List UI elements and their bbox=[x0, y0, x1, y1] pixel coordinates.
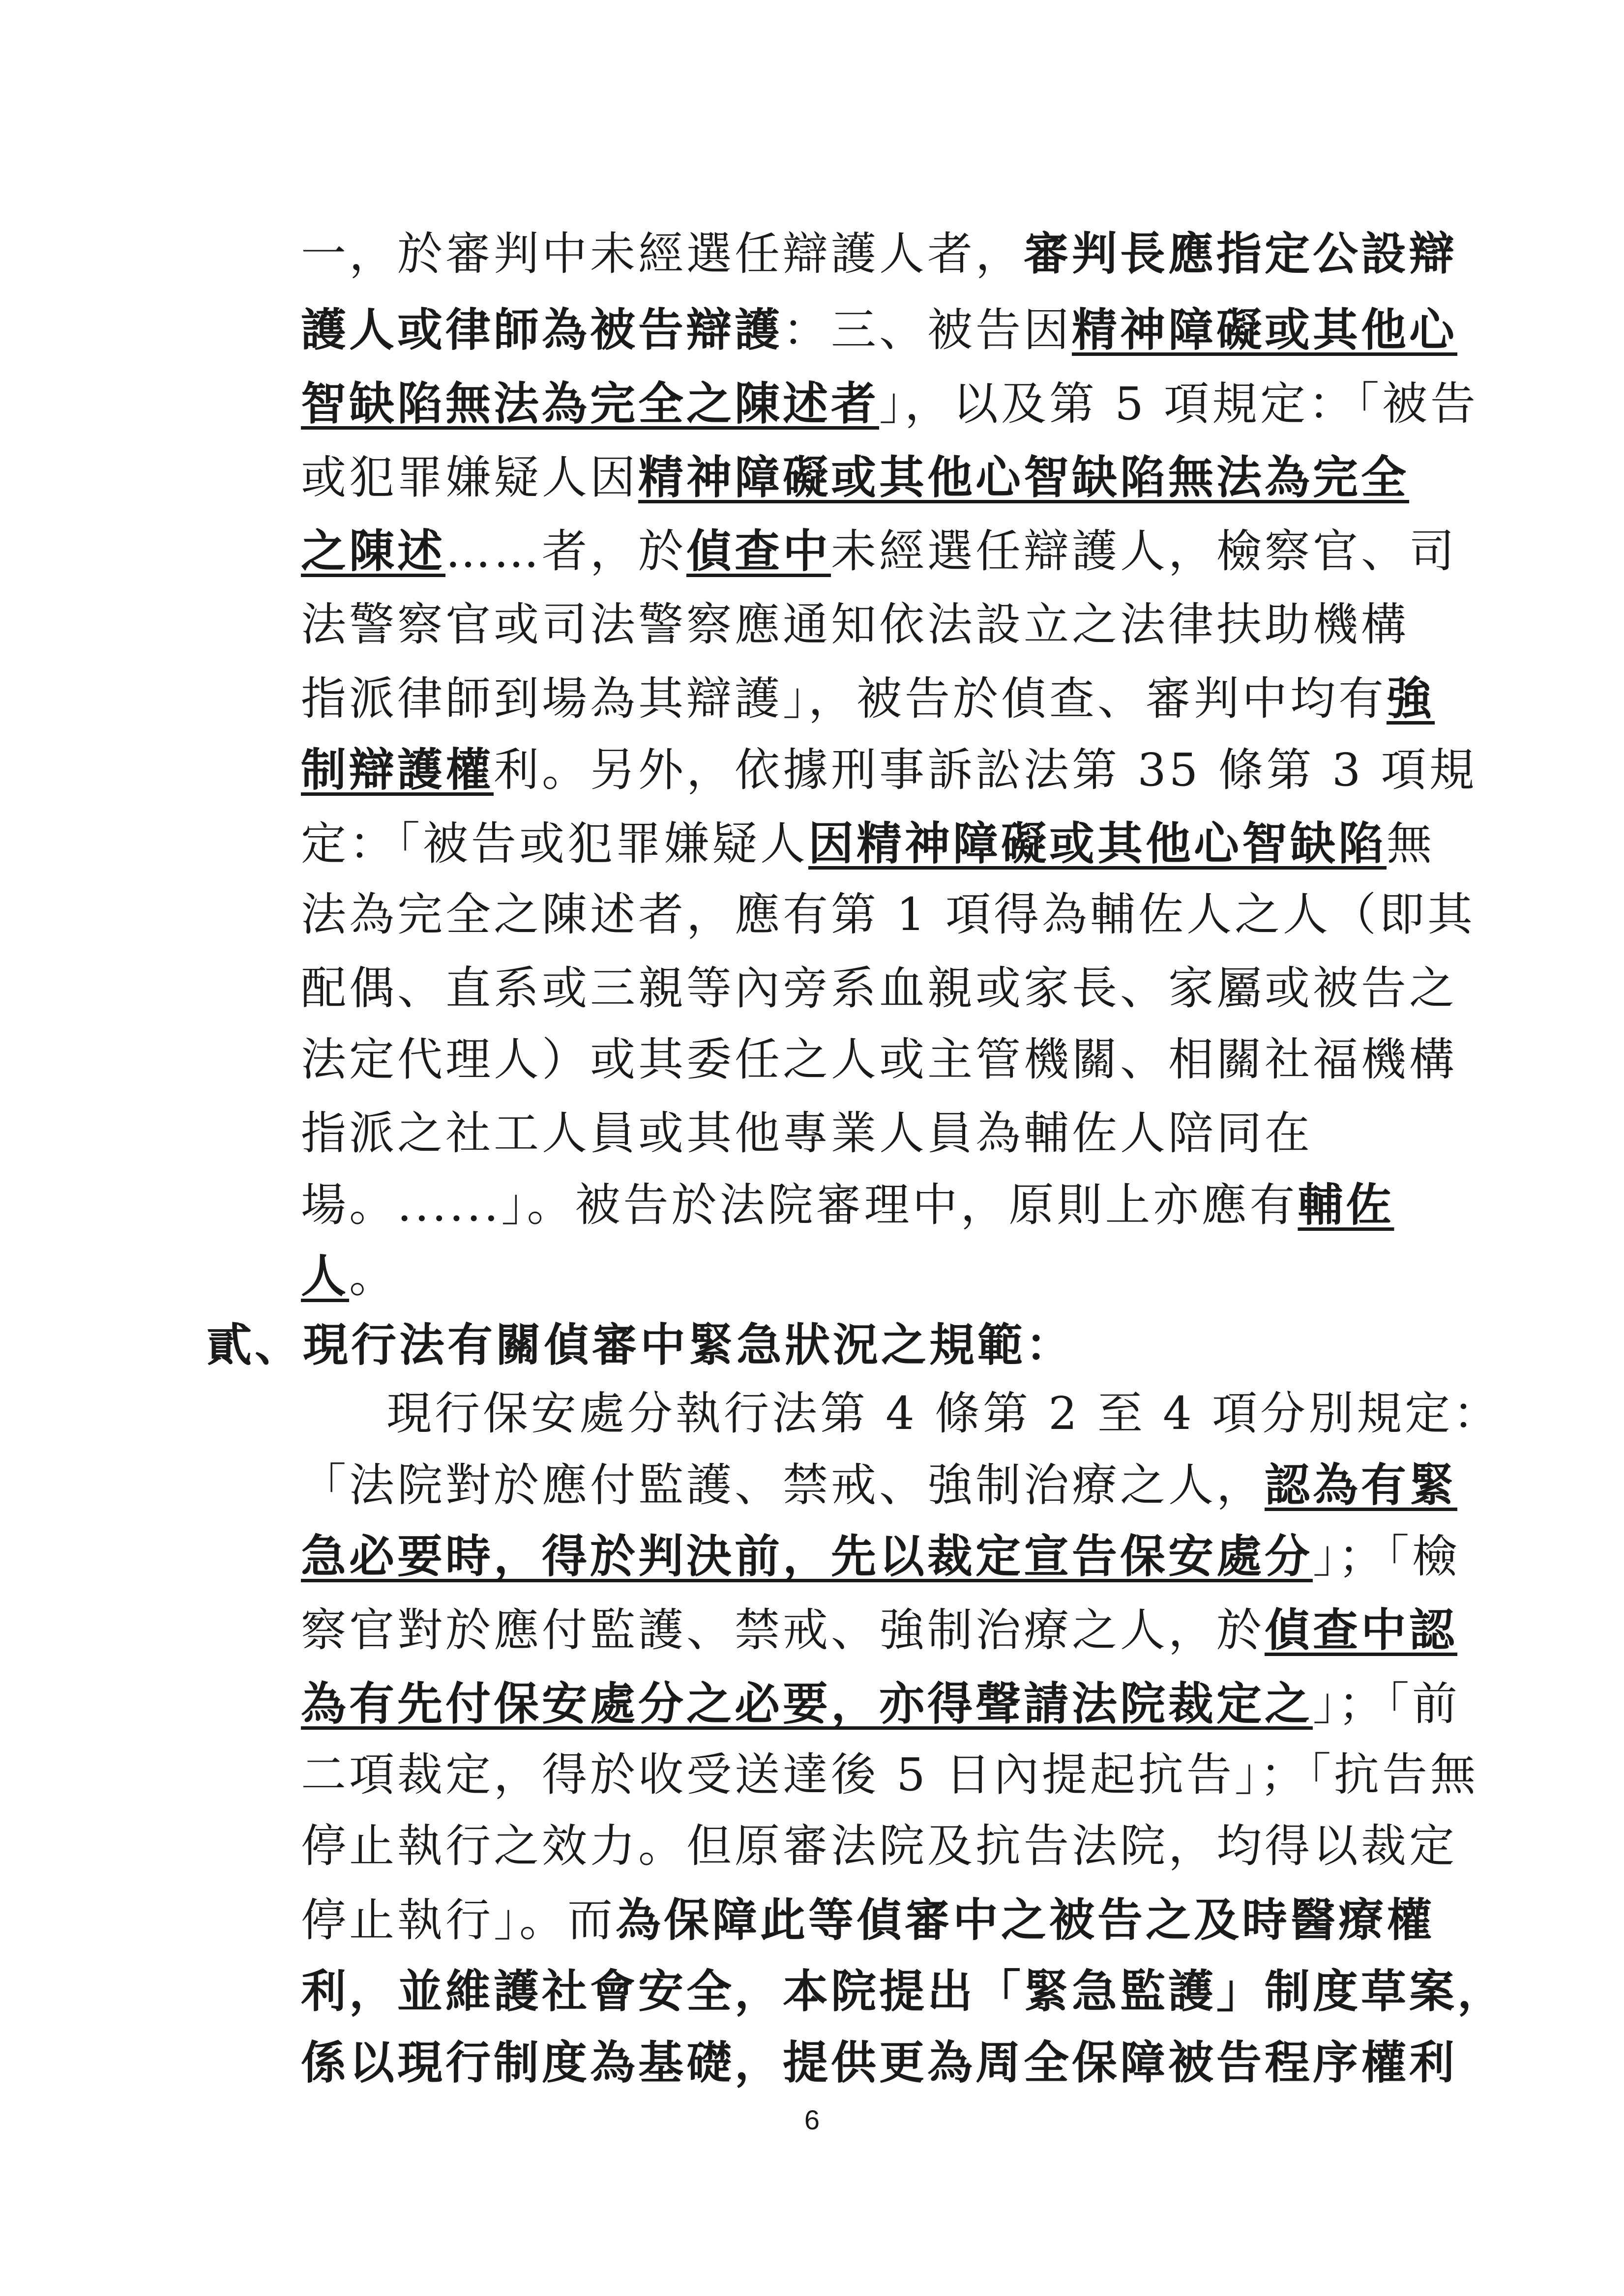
bold-emphasis: 利，並維護社會安全，本院提出「緊急監護」制度草案， bbox=[301, 1965, 1506, 2018]
underlined-emphasis: 精神障礙或其他心智缺陷無法為完全 bbox=[638, 451, 1410, 504]
underlined-emphasis: 認為有緊 bbox=[1265, 1458, 1458, 1511]
text-run: 停止執行之效力。但原審法院及抗告法院，均得以裁定 bbox=[301, 1820, 1458, 1872]
text-run: 法定代理人）或其委任之人或主管機關、相關社福機構 bbox=[301, 1033, 1458, 1086]
text-line bbox=[301, 598, 1410, 651]
text-run: 利。另外，依據刑事訴訟法第 35 條第 3 項規 bbox=[494, 744, 1477, 796]
text-run: 一，於審判中未經選任辯護人者， bbox=[301, 228, 1024, 280]
text-run: 指派之社工人員或其他專業人員為輔佐人陪同在 bbox=[301, 1107, 1313, 1160]
text-line bbox=[301, 1530, 1461, 1583]
bold-emphasis: 為保障此等偵審中之被告之及時醫療權 bbox=[616, 1893, 1435, 1947]
text-run: 」；「前 bbox=[1313, 1678, 1461, 1730]
section-heading bbox=[207, 1318, 1074, 1371]
underlined-emphasis: 因精神障礙或其他心智缺陷 bbox=[808, 817, 1387, 870]
text-line bbox=[301, 1178, 1394, 1231]
text-line bbox=[386, 1387, 1502, 1440]
underlined-emphasis: 精神障礙或其他心 bbox=[1072, 303, 1458, 356]
underlined-emphasis: 智缺陷無法為完全之陳述者 bbox=[301, 377, 880, 430]
bold-emphasis: 貳、現行法有關偵審中緊急狀況之規範： bbox=[207, 1318, 1074, 1371]
text-run: 無 bbox=[1387, 817, 1435, 870]
bold-emphasis: 係以現行制度為基礎，提供更為周全保障被告程序權利 bbox=[301, 2036, 1458, 2089]
text-line bbox=[301, 1458, 1458, 1511]
text-line bbox=[301, 1820, 1458, 1872]
text-line bbox=[301, 962, 1458, 1015]
text-run: 場。......」。被告於法院審理中，原則上亦應有 bbox=[301, 1179, 1298, 1231]
text-run: 現行保安處分執行法第 4 條第 2 至 4 項分別規定： bbox=[386, 1387, 1502, 1440]
text-run: 未經選任辯護人，檢察官、司 bbox=[831, 525, 1458, 578]
text-line bbox=[301, 377, 1479, 430]
underlined-emphasis: 偵查中 bbox=[686, 524, 831, 578]
underlined-emphasis: 之陳述 bbox=[301, 524, 446, 578]
page-number: 6 bbox=[804, 2104, 820, 2135]
text-line bbox=[301, 227, 1458, 280]
text-line bbox=[301, 1893, 1435, 1947]
text-run: 配偶、直系或三親等內旁系血親或家長、家屬或被告之 bbox=[301, 962, 1458, 1015]
text-line bbox=[301, 303, 1458, 356]
text-run: 察官對於應付監護、禁戒、強制治療之人，於 bbox=[301, 1604, 1265, 1657]
text-run: 法警察官或司法警察應通知依法設立之法律扶助機構 bbox=[301, 598, 1410, 651]
text-run: 停止執行」。而 bbox=[301, 1894, 616, 1947]
bold-emphasis: 審判長應指定公設辯 bbox=[1024, 227, 1458, 280]
underlined-emphasis: 強 bbox=[1387, 672, 1435, 725]
text-run: 」，以及第 5 項規定：「被告 bbox=[879, 378, 1479, 430]
text-line bbox=[301, 1107, 1313, 1160]
text-line bbox=[301, 1965, 1506, 2018]
text-run: 定：「被告或犯罪嫌疑人 bbox=[301, 817, 809, 870]
text-run: 法為完全之陳述者，應有第 1 項得為輔佐人之人（即其 bbox=[301, 888, 1476, 941]
text-line bbox=[301, 1603, 1458, 1657]
text-run: ：三、被告因 bbox=[783, 304, 1072, 356]
text-line bbox=[301, 2036, 1458, 2089]
bold-emphasis: 護人或律師為被告辯護 bbox=[301, 303, 783, 356]
text-line bbox=[301, 524, 1458, 578]
text-run: 或犯罪嫌疑人因 bbox=[301, 451, 639, 504]
text-run: ……者，於 bbox=[445, 525, 687, 578]
text-run: 指派律師到場為其辯護」，被告於偵查、審判中均有 bbox=[301, 672, 1387, 725]
underlined-emphasis: 偵查中認 bbox=[1265, 1603, 1458, 1657]
text-line bbox=[301, 888, 1476, 941]
underlined-emphasis: 制辯護權 bbox=[301, 743, 494, 796]
underlined-emphasis: 急必要時，得於判決前，先以裁定宣告保安處分 bbox=[301, 1530, 1313, 1583]
text-line bbox=[301, 817, 1435, 870]
text-run: 」；「檢 bbox=[1313, 1530, 1461, 1583]
text-line bbox=[301, 1677, 1461, 1730]
text-run: 。 bbox=[349, 1250, 398, 1303]
underlined-emphasis: 輔佐 bbox=[1298, 1178, 1394, 1231]
text-line bbox=[301, 743, 1477, 796]
underlined-emphasis: 人 bbox=[301, 1250, 350, 1303]
text-line bbox=[301, 451, 1410, 504]
text-run: 「法院對於應付監護、禁戒、強制治療之人， bbox=[301, 1459, 1265, 1511]
text-line bbox=[301, 1250, 398, 1303]
underlined-emphasis: 為有先付保安處分之必要，亦得聲請法院裁定之 bbox=[301, 1677, 1313, 1730]
text-line bbox=[301, 1748, 1479, 1801]
text-line bbox=[301, 672, 1435, 725]
text-line bbox=[301, 1033, 1458, 1086]
text-run: 二項裁定，得於收受送達後 5 日內提起抗告」；「抗告無 bbox=[301, 1748, 1479, 1801]
